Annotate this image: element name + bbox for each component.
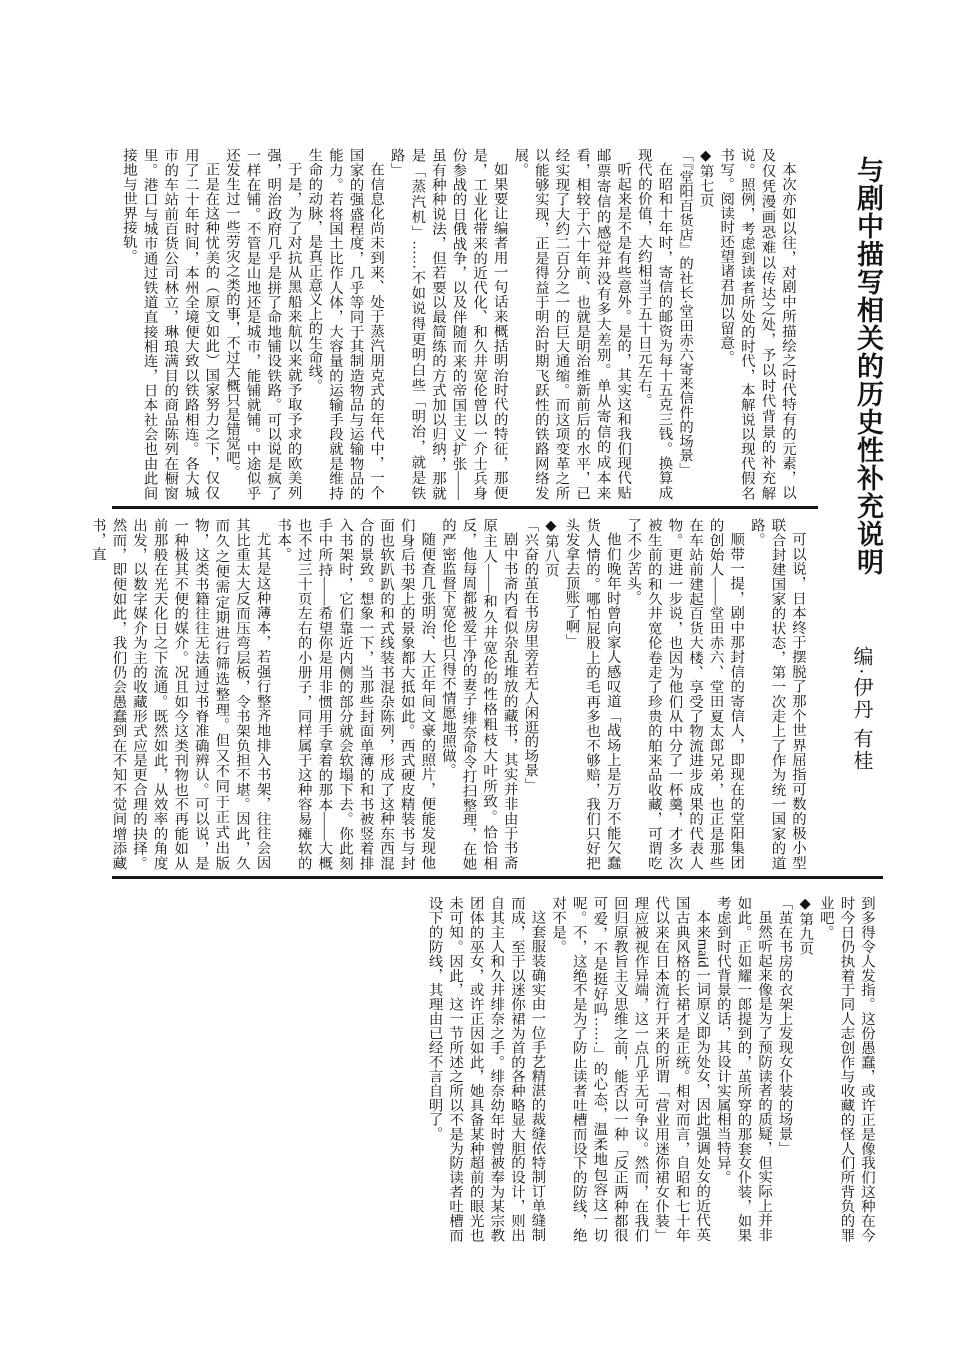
text-band-middle xyxy=(89,518,808,870)
body-paragraph: 顺带一提，剧中那封信的寄信人，即现在的堂阳集团的创始人——堂田赤六、堂田夏太郎兄弟，也正是那些在车站前建起百货大楼、享受了物流进步成果的代表人物。更进一步说，也因为他们从中分了一杯羹，才多次被生前的和久井宽伦卷走了珍贵的舶来品收藏，可谓吃了不少苦头。 xyxy=(625,518,745,870)
body-paragraph: 于是，为了对抗从黑船来航以来就予取予求的欧美列强，明治政府几乎是拼了命地铺设铁路。可以说是疯了一样在铺。不管是山地还是城市，能铺就铺。中途似乎还发生过一些劳灾之类的事，不过大概只是错觉吧。 xyxy=(223,148,302,500)
section-heading-page7: 「『堂阳百货店』的社长·堂田赤六寄来信件的场景」 xyxy=(677,148,694,477)
intro-paragraph: 本次亦如以往，对剧中所描绘之时代特有的元素，以及仅凭漫画恐难以传达之处，予以时代背景的补充解说。照例，考虑到读者所处的时代，本解说以现代假名书写。阅读时还望诸君加以留意。 xyxy=(718,148,796,500)
body-paragraph: 他们晚年时曾向家人感叹道「战场上是万万不能欠蠢货人情的。哪怕屁股上的毛再多也不够赔，我们只好把头发拿去顶账了啊」 xyxy=(563,518,621,870)
body-paragraph: 尤其是这种薄本，若强行整齐地排入书架，往往会因其比重太大反而压弯层板，令书架负担不堪。因此，久而久之便需定期进行筛选整理。但又不同于正式出版物，这类书籍往往无法通过书脊准确辨认。可以说，是一种极其不便的媒介。况且如今这类刊物也不再能如从前那般在光天化日之下流通。既然如此，从效率的角度出发，以数字媒介为主的收藏形式应是更合理的抉择。然而，即便如此，我们仍会愚蠢到在不知不觉间增添藏书，直 xyxy=(89,518,271,870)
section-marker-page8: ◆第八页 xyxy=(542,518,559,578)
body-paragraph: 在昭和十年时，寄信的邮资为每十五克三钱。换算成现代的价值，大约相当于五十日元左右。 xyxy=(635,148,673,500)
section-heading-page8: 「兴奋的茧在书房里旁若无人闲逛的场景」 xyxy=(522,518,539,792)
body-paragraph: 剧中书斋内看似杂乱堆放的藏书，其实并非由于书斋原主人——和久井宽伦的性格粗枝大叶所致。恰恰相反，他每周都被爱干净的妻子·绯奈命令打扫整理，在她的严密监督下宽伦也只得不情愿地照做。 xyxy=(439,518,518,870)
author-credit: 编·伊丹 有桂 xyxy=(850,646,872,772)
body-paragraph: 虽然听起来像是为了预防读者的质疑，但实际上并非如此。正如耀一郎提到的，茧所穿的那套女仆装，如果考虑到时代背景的话，其设计实属相当特异。 xyxy=(714,896,773,1242)
body-paragraph: 本来maid一词原义即为处女，因此强调处女的近代英国古典风格的长裙才是正统。相对而言，自昭和七十年代以来在日本流行开来的所谓「营业用迷你裙女仆装」理应被视作异端，这一点几乎无可争议。然而，在我们回归原教旨主义思维之前，能否以一种「反正两种都很可爱，不是挺好吗……」的心态，温柔地包容这一切呢。不，这绝不是为了防止读者吐槽而设下的防线，绝对不是。 xyxy=(550,896,711,1242)
body-paragraph: 正是在这种忧美的（原文如此）国家努力之下，仅仅用了二十年时间，本州全境便大致以铁路相连。各大城市的车站前百货公司林立，琳琅满目的商品陈列在橱窗里。港口与城市通过铁道直接相连，日本社会也由此间接地与世界接轨。 xyxy=(121,148,220,500)
body-paragraph-continuation: 到多得令人发指。这份愚蠢，或许正是像我们这种在今时今日仍执着于同人志创作与收藏的怪人们所背负的罪业吧。 xyxy=(817,896,875,1242)
body-paragraph: 可以说，日本终于摆脱了那个世界屈指可数的极小型联合封建国家的状态，第一次走上了作为统一国家的道路。 xyxy=(748,518,806,870)
body-paragraph: 在信息化尚未到来、处于蒸汽朋克式的年代中，一个国家的强盛程度，几乎等同于其制造物品与运输物品的能力。若将国土比作人体，大容量的运输手段就是维持生命的动脉，是真正意义上的生命线。 xyxy=(306,148,385,500)
section-marker-page7: ◆第七页 xyxy=(697,148,714,208)
body-paragraph: 如果要让编者用一句话来概括明治时代的特征，那便是，工业化带来的近代化、和久井宽伦曾以一介士兵身份参战的日俄战争，以及伴随而来的帝国主义扩张——虽有种种说法，但若要以最简练的方式加以归纳，那就是「蒸汽机」……不如说得更明白些「明治，就是铁路」 xyxy=(388,148,508,500)
section-heading-page9: 「茧在书房的衣架上发现女仆装的场景」 xyxy=(776,896,793,1156)
section-marker-page9: ◆第九页 xyxy=(797,896,814,956)
body-paragraph: 听起来是不是有些意外。是的，其实这和我们现代贴邮票寄信的感觉并没有多大差别。单从寄信的成本来看，相较于六十年前、也就是明治维新前后的水平，已经实现了大约二百分之一的巨大通缩。而这项变革之所以能够实现，正是得益于明治时期飞跃性的铁路网络发展。 xyxy=(512,148,632,500)
page-title: 与剧中描写相关的历史性补充说明 xyxy=(853,156,883,576)
body-paragraph: 随便查几张明治、大正年间文豪的照片，便能发现他们身后书架上的景象都大抵如此。西式硬皮精装书与封面也软趴趴的和式线装书混杂陈列，形成了这种东西混合的景致。想象一下，当那些封面单薄的和书被竖着排入书架时，它们靠近内侧的部分就会软塌下去。你此刻手中所持——希望你是用非惯用手拿着的那本——大概也不过三十页左右的小册子，同样属于这种容易瘫软的书本。 xyxy=(275,518,436,870)
horizontal-rule-bottom xyxy=(112,876,883,879)
text-band-bottom xyxy=(102,896,877,1242)
text-band-top xyxy=(98,148,798,500)
horizontal-rule-top xyxy=(112,506,818,509)
body-paragraph: 这套服装确实由一位手艺精湛的裁缝依特制订单缝制而成，至于以迷你裙为首的各种略显大胆的设计，则出自其主人和久井绯奈之手。绯奈幼年时曾被奉为某宗教团体的巫女，或许正因如此，她具备某种超前的眼光也未可知。因此，这一节所述之所以不是为防读者吐槽而设下的防线，其理由已经不言自明了。 xyxy=(426,896,546,1242)
